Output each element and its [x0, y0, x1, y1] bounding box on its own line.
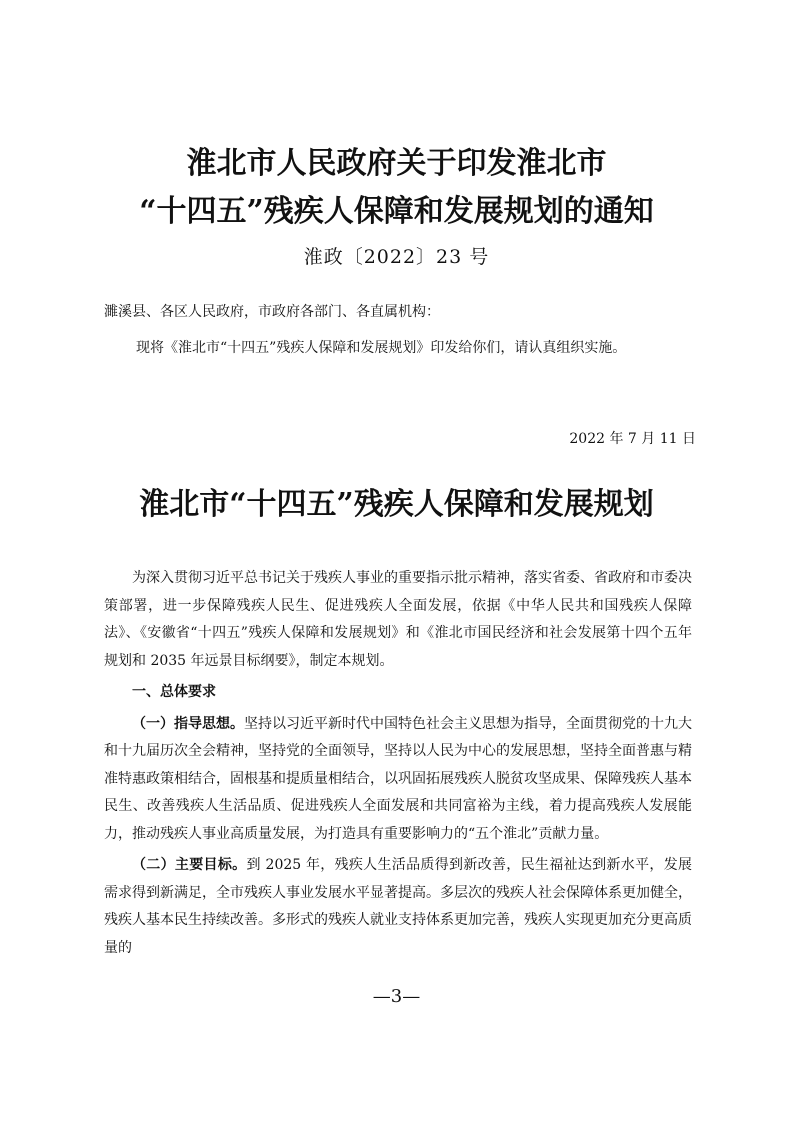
- notice-title-line-2: “十四五”残疾人保障和发展规划的通知: [139, 194, 654, 229]
- notice-body-text: 现将《淮北市“十四五”残疾人保障和发展规划》印发给你们，请认真组织实施。: [136, 340, 627, 356]
- plan-title: 淮北市“十四五”残疾人保障和发展规划: [139, 487, 654, 522]
- paragraph-text: 坚持以习近平新时代中国特色社会主义思想为指导，全面贯彻党的十九大和十九届历次全会精神，坚持党的全面领导，坚持以人民为中心的发展思想，坚持全面普惠与精准特惠政策相结合，固根基和提质量相结合，以巩固拓展残疾人脱贫攻坚成果、保障残疾人基本民生、改善残疾人生活品质、促进残疾人全面发展和共同富裕为主线，着力提高残疾人发展能力，推动残疾人事业高质量发展，为打造具有重要影响力的“五个淮北”贡献力量。: [104, 715, 692, 842]
- paragraph-lead: （二）主要目标。: [132, 857, 247, 873]
- plan-body: [104, 565, 692, 966]
- section-heading: 一、总体要求: [132, 684, 216, 700]
- issue-date: 2022 年 7 月 11 日: [569, 431, 696, 447]
- document-number: 淮政〔2022〕23 号: [303, 246, 490, 268]
- guiding-ideology-paragraph: [104, 711, 692, 849]
- intro-paragraph: 为深入贯彻习近平总书记关于残疾人事业的重要指示批示精神，落实省委、省政府和市委决策部署，进一步保障残疾人民生、促进残疾人全面发展，依据《中华人民共和国残疾人保障法》、《安徽省“十四五”残疾人保障和发展规划》和《淮北市国民经济和社会发展第十四个五年规划和 2035 年远景目标纲要》，制定本规划。: [104, 570, 692, 669]
- paragraph-lead: （一）指导思想。: [132, 715, 244, 732]
- page-number: —3—: [372, 986, 421, 1007]
- paragraph-text: 到 2025 年，残疾人生活品质得到新改善，民生福祉达到新水平，发展需求得到新满足，全市残疾人事业发展水平显著提高。多层次的残疾人社会保障体系更加健全，残疾人基本民生持续改善。多形式的残疾人就业支持体系更加完善，残疾人实现更加充分更高质量的: [104, 857, 693, 956]
- notice-title-line-1: 淮北市人民政府关于印发淮北市: [186, 146, 607, 181]
- notice-title-block: [0, 140, 793, 272]
- main-goals-paragraph: [104, 852, 692, 962]
- addressee-line: 濉溪县、各区人民政府，市政府各部门、各直属机构：: [104, 304, 440, 320]
